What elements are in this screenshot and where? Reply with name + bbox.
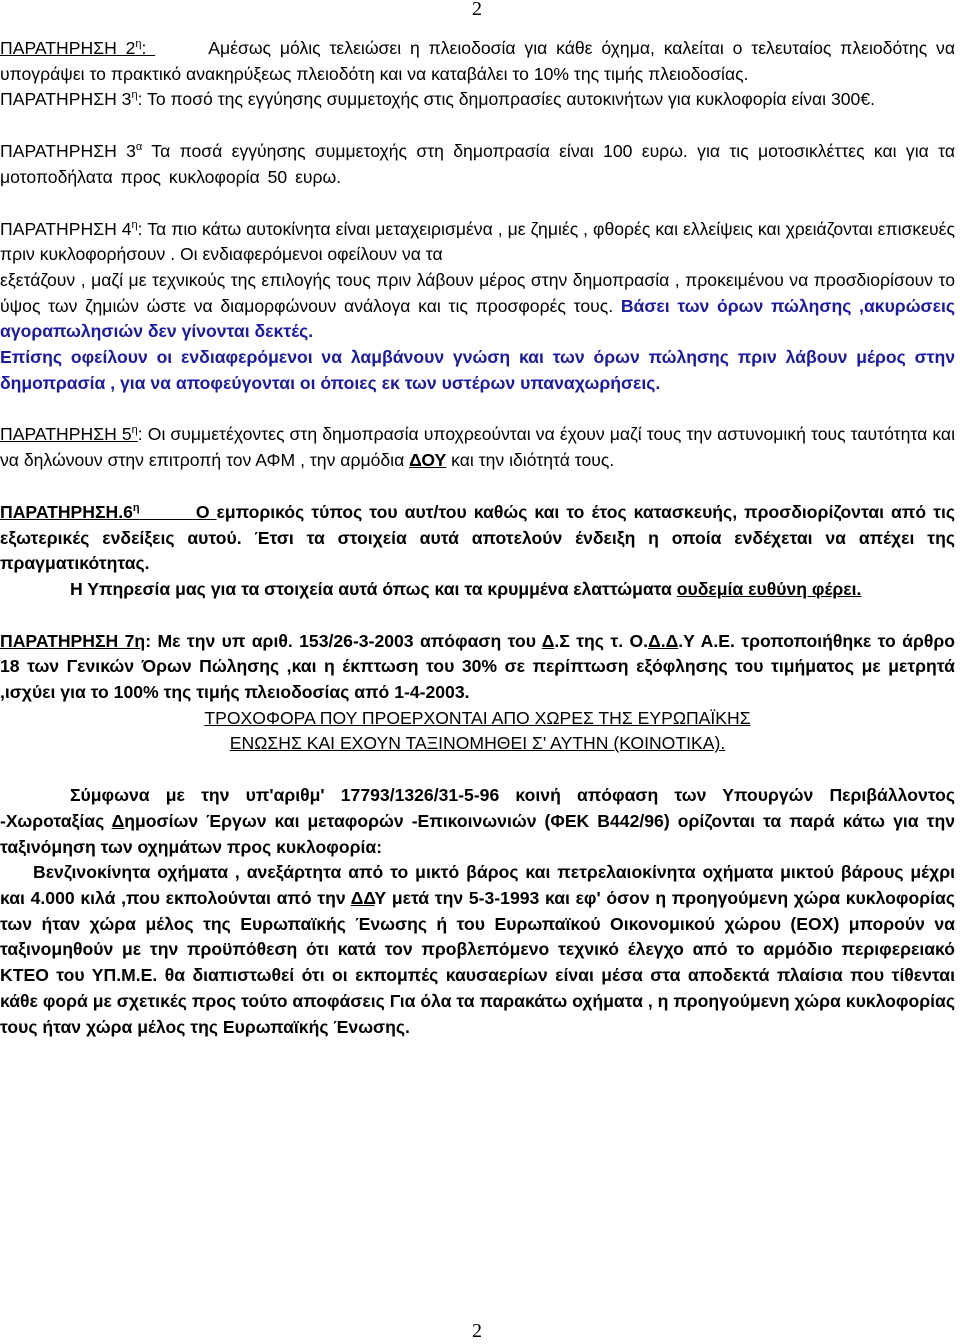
note-3: ΠΑΡΑΤΗΡΗΣΗ $3^\eta$: Το ποσό της εγγύησης συμμετοχής στις δημοπρασίες αυτοκινήτων για κυκλοφορία είναι 300€. [0,89,876,110]
note-5-label: ΠΑΡΑΤΗΡΗΣΗ $5^\eta$ [0,424,138,445]
note-3-label: ΠΑΡΑΤΗΡΗΣΗ 3 [0,89,132,110]
note-2 [0,36,955,87]
note-4-bold-terms: Βάσει των όρων πώλησης ,ακυρώσεις αγοραπωλησιών δεν γίνονται δεκτές. [0,295,955,342]
section-heading-line-1: ΤΡΟΧΟΦΟΡΑ ΠΟΥ ΠΡΟΕΡΧΟΝΤΑΙ ΑΠΟ ΧΩΡΕΣ ΤΗΣ ΕΥΡΩΠΑΪΚΗΣ [204,707,751,728]
note-4-bold-terms-2: Επίσης οφείλουν οι ενδιαφερόμενοι να λαμβάνουν γνώση και των όρων πώλησης πριν λάβουν μέρος στην δημοπρασία , για να αποφεύγονται οι όποιες εκ των υστέρων υπαναχωρήσεις. [0,347,955,393]
paragraph-1: Σύμφωνα με την υπ'αριθμ' 17793/1326/31-5-96 κοινή απόφαση των Υπουργών Περιβάλλοντος -Χωροταξίας Δημοσίων Έργων και μεταφορών -Επικοινωνιών (ΦΕΚ Β442/96) ορίζονται τα παρά κάτω για την ταξινόμηση των οχημάτων προς κυκλοφορία: [0,785,955,857]
note-4: ΠΑΡΑΤΗΡΗΣΗ $4^\eta$: Τα πιο κάτω αυτοκίνητα είναι μεταχειρισμένα , με ζημιές , φθορές και ελλείψεις και χρειάζονται επισκευές πριν κυκλοφορήσουν . Οι ενδιαφερόμενοι οφείλουν να τα εξετάζουν , μαζί με τεχνικούς της επιλογής τους πριν λάβουν μέρος στην δημοπρασία , προκειμένου να προσδιορίσουν το ύψος των ζημιών ώστε να διαμορφώνουν ανάλογα και τις προσφορές τους. Βάσει των όρων πώλησης ,ακυρώσεις αγοραπωλησιών δεν γίνονται δεκτές. Επίσης οφείλουν οι ενδιαφερόμενοι να λαμβάνουν γνώση και των όρων πώλησης πριν λάβουν μέρος στην δημοπρασία , για να αποφεύγονται οι όποιες εκ των υστέρων υπαναχωρήσεις. [0,218,955,393]
note-2-text: Αμέσως μόλις τελειώσει η πλειοδοσία για κάθε όχημα, καλείται ο τελευταίος πλειοδότης να υπογράψει το πρακτικό ανακηρύξεως πλειοδότη και να καταβάλει το 10% της τιμής πλειοδοσίας. [0,38,955,84]
note-4-label: ΠΑΡΑΤΗΡΗΣΗ 4 [0,218,132,239]
section-heading [0,706,955,757]
note-7-label: ΠΑΡΑΤΗΡΗΣΗ 7η [0,630,146,651]
note-4-text2: εξετάζουν , μαζί με τεχνικούς της επιλογής τους πριν λάβουν μέρος στην δημοπρασία , προκειμένου να προσδιορίσουν το ύψος των ζημιών ώστε να διαμορφώνουν ανάλογα και τις προσφορές τους. [0,269,955,316]
note-6-label: $\Pi APATHPH\Sigma H.6^\eta$ [0,501,140,522]
note-6-underlined: ουδεμία ευθύνη φέρει. [676,578,862,599]
page-number-top: 2 [472,0,482,20]
note-3a-label: ΠΑΡΑΤΗΡΗΣΗ 3 [0,141,136,162]
note-6-text2: Η Υπηρεσία μας για τα στοιχεία αυτά όπως και τα κρυμμένα ελαττώματα [70,578,677,599]
page-number-bottom: 2 [472,1320,482,1342]
document-body [0,36,955,1040]
note-5-end: και την ιδιότητά τους. [446,450,615,471]
note-6 [0,500,955,603]
note-5-doy: ΔΟΥ [409,450,447,471]
note-3-text: : Το ποσό της εγγύησης συμμετοχής στις δημοπρασίες αυτοκινήτων για κυκλοφορία είναι 300€. [137,89,876,110]
note-2-label: ΠΑΡΑΤΗΡΗΣΗ $2^\eta$: [0,38,147,58]
note-7-text3: .Υ Α.Ε. τροποποιήθηκε το άρθρο 18 των Γενικών Όρων Πώλησης ,και η έκπτωση του 30% σε περίπτωση εξόφλησης του τιμήματος με μετρητά ,ισχύει για το 100% της τιμής πλειοδοσίας από 1-4-2003. [0,630,956,703]
paragraph-2: Βενζινοκίνητα οχήματα , ανεξάρτητα από το μικτό βάρος και πετρελαιοκίνητα οχήματα μικτού βάρους μέχρι και 4.000 κιλά ,που εκπολούνται από την ΔΔΥ μετά την 5-3-1993 και εφ' όσον η προηγούμενη χώρα κυκλοφορίας των ήταν χώρα μέλος της Ευρωπαϊκής Ένωσης ή του Ευρωπαϊκού Οικονομικού χώρου (ΕΟΧ) μπορούν να ταξινομηθούν με την προϋπόθεση ότι κατά τον προβλεπόμενο τεχνικό έλεγχο από το αρμόδιο περιφερειακό ΚΤΕΟ του ΥΠ.Μ.Ε. θα διαπιστωθεί ότι οι εκπομπές καυσαερίων είναι μέσα στα αποδεκτά πλαίσια που τίθενται κάθε φορά με σχετικές προς τούτο αποφάσεις Για όλα τα παρακάτω οχήματα , η προηγούμενη χώρα κυκλοφορίας τους ήταν χώρα μέλος της Ευρωπαϊκής Ένωσης. [0,862,955,1037]
note-6-text: εμπορικός τύπος του αυτ/του καθώς και το έτος κατασκευής, προσδιορίζονται από τις εξωτερικές ενδείξεις αυτού. Έτσι τα στοιχεία αυτά αποτελούν ένδειξη η οποία ενδέχεται να απέχει της πραγματικότητας. [0,501,955,574]
note-5-text: : Οι συμμετέχοντες στη δημοπρασία υποχρεούνται να έχουν μαζί τους την αστυνομική τους ταυτότητα και να δηλώνουν στην επιτροπή τον ΑΦΜ , την αρμόδια [0,424,955,471]
note-6-text2-wrap [0,577,955,603]
note-6-o: Ο [195,501,217,522]
section-heading-line-2: ΕΝΩΣΗΣ ΚΑΙ ΕΧΟΥΝ ΤΑΞΙΝΟΜΗΘΕΙ Σ' ΑΥΤΗΝ (ΚΟΙΝΟΤΙΚΑ). [229,733,726,754]
note-7-text: : Με την υπ αριθ. 153/26-3-2003 απόφαση του [145,630,542,651]
note-5 [0,422,955,473]
note-4-text: : Τα πιο κάτω αυτοκίνητα είναι μεταχειρισμένα , με ζημιές , φθορές και ελλείψεις και χρειάζονται επισκευές πριν κυκλοφορήσουν . Οι ενδιαφερόμενοι οφείλουν να τα [0,218,955,265]
note-7: ΠΑΡΑΤΗΡΗΣΗ 7η: Με την υπ αριθ. 153/26-3-2003 απόφαση του Δ.Σ της τ. Ο.Δ.Δ.Υ Α.Ε. τροποποιήθηκε το άρθρο 18 των Γενικών Όρων Πώλησης ,και η έκπτωση του 30% σε περίπτωση εξόφλησης του τιμήματος με μετρητά ,ισχύει για το 100% της τιμής πλειοδοσίας από 1-4-2003. [0,630,956,703]
note-3a-text: Τα ποσά εγγύησης συμμετοχής στη δημοπρασία είναι 100 ευρω. για τις μοτοσικλέττες και για τα μοτοποδήλατα προς κυκλοφορία 50 ευρω. [0,141,955,187]
note-3a: ΠΑΡΑΤΗΡΗΣΗ $3^\alpha$ Τα ποσά εγγύησης συμμετοχής στη δημοπρασία είναι 100 ευρω. για τις μοτοσικλέττες και για τα μοτοποδήλατα προς κυκλοφορία 50 ευρω. [0,141,955,187]
